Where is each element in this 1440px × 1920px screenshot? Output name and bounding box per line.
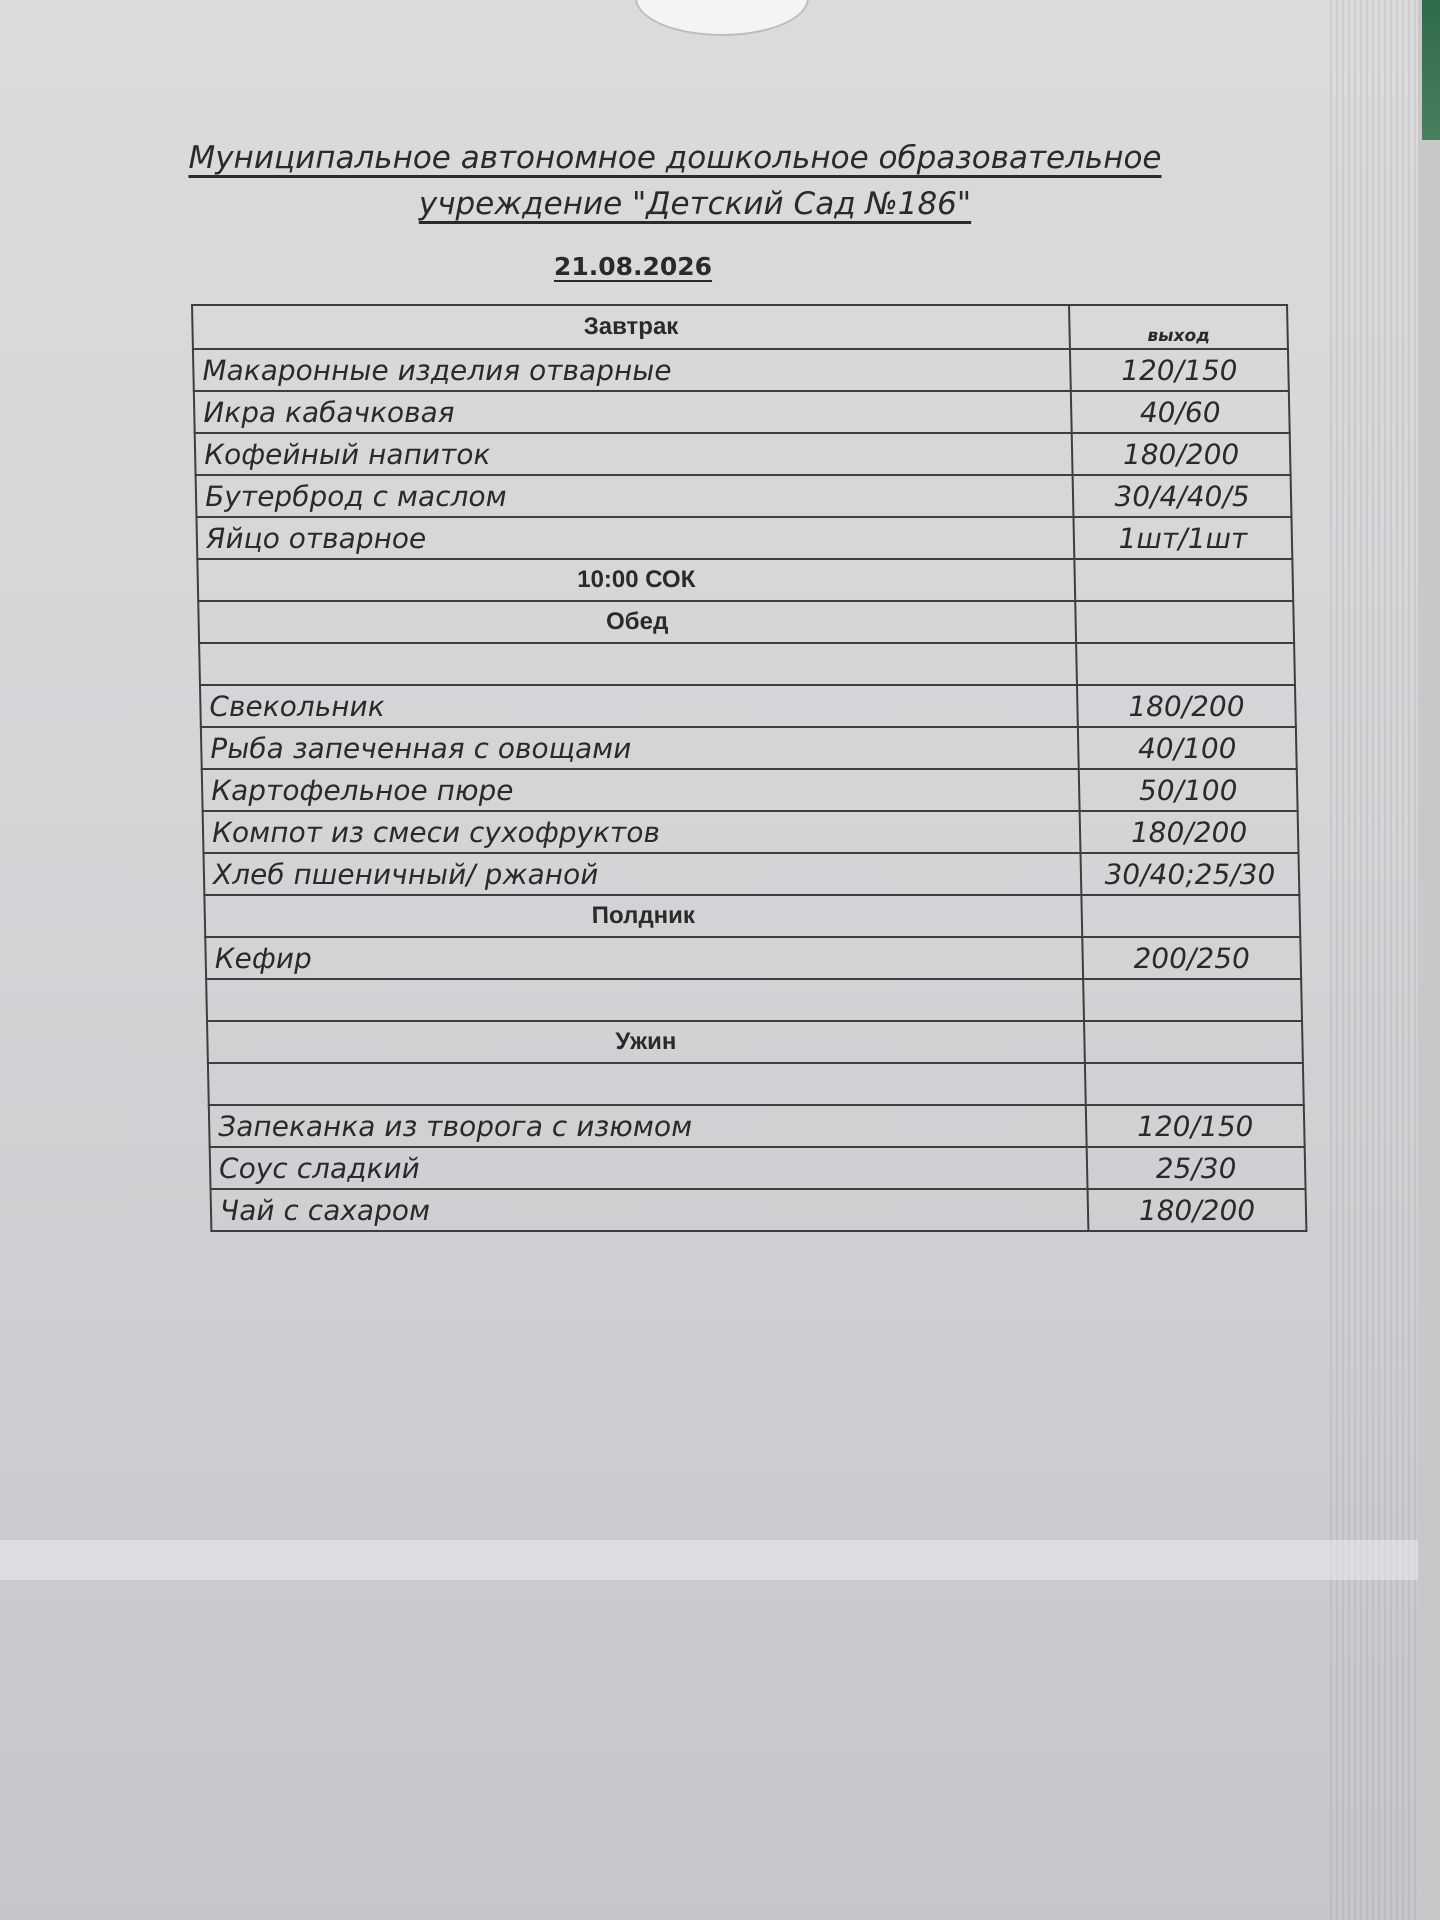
menu-item-row <box>205 937 1301 979</box>
dish-name: Чай с сахаром <box>211 1189 1089 1231</box>
portion-size: 180/200 <box>1080 811 1299 853</box>
menu-item-row <box>196 475 1292 517</box>
menu-blank-row <box>199 643 1295 685</box>
section-title: 10:00 СОК <box>197 559 1075 601</box>
dish-name: Хлеб пшеничный/ ржаной <box>203 853 1081 895</box>
dish-name <box>199 643 1077 685</box>
institution-title-line1: Муниципальное автономное дошкольное образовательное <box>188 140 1162 176</box>
dish-name: Яйцо отварное <box>196 517 1074 559</box>
menu-blank-row <box>206 979 1302 1021</box>
menu-item-row <box>209 1105 1305 1147</box>
dish-name: Икра кабачковая <box>194 391 1072 433</box>
punch-hole <box>635 0 809 36</box>
dish-name: Кофейный напиток <box>195 433 1073 475</box>
portion-size: 30/4/40/5 <box>1073 475 1292 517</box>
menu-section-row <box>198 601 1294 643</box>
dish-name: Картофельное пюре <box>202 769 1080 811</box>
menu-item-row <box>201 727 1297 769</box>
section-title: Обед <box>198 601 1076 643</box>
dish-name: Соус сладкий <box>210 1147 1088 1189</box>
dish-name: Запеканка из творога с изюмом <box>209 1105 1087 1147</box>
background-green-edge <box>1422 0 1440 140</box>
menu-item-row <box>195 433 1291 475</box>
menu-item-row <box>203 853 1299 895</box>
portion-size <box>1084 1021 1303 1063</box>
institution-title-line2: учреждение "Детский Сад №186" <box>418 186 972 222</box>
dish-name: Компот из смеси сухофруктов <box>203 811 1081 853</box>
portion-size <box>1083 979 1302 1021</box>
menu-section-row <box>204 895 1300 937</box>
menu-item-row <box>202 769 1298 811</box>
section-title: Полдник <box>204 895 1082 937</box>
portion-size: 25/30 <box>1087 1147 1306 1189</box>
menu-blank-row <box>208 1063 1304 1105</box>
portion-size: 50/100 <box>1079 769 1298 811</box>
menu-item-row <box>211 1189 1307 1231</box>
section-title: Ужин <box>207 1021 1085 1063</box>
menu-date: 21.08.2026 <box>553 252 713 281</box>
menu-table-body <box>192 305 1306 1231</box>
portion-size: 180/200 <box>1072 433 1291 475</box>
dish-name: Рыба запеченная с овощами <box>201 727 1079 769</box>
dish-name: Макаронные изделия отварные <box>193 349 1071 391</box>
dish-name <box>206 979 1084 1021</box>
menu-item-row <box>203 811 1299 853</box>
portion-size: 120/150 <box>1086 1105 1305 1147</box>
menu-item-row <box>194 391 1290 433</box>
dish-name: Свекольник <box>200 685 1078 727</box>
menu-item-row <box>193 349 1289 391</box>
paper-edge-shadow <box>1330 0 1420 1920</box>
portion-size: 120/150 <box>1070 349 1289 391</box>
dish-name <box>208 1063 1086 1105</box>
menu-item-row <box>196 517 1292 559</box>
portion-size: 30/40;25/30 <box>1080 853 1299 895</box>
portion-size: 1шт/1шт <box>1073 517 1292 559</box>
menu-section-row <box>192 305 1288 349</box>
portion-size <box>1075 601 1294 643</box>
light-reflection-band <box>0 1540 1418 1580</box>
menu-item-row <box>210 1147 1306 1189</box>
menu-table <box>191 304 1307 1232</box>
portion-size <box>1074 559 1293 601</box>
menu-section-row <box>207 1021 1303 1063</box>
portion-size: 40/100 <box>1078 727 1297 769</box>
section-title: Завтрак <box>192 305 1070 349</box>
dish-name: Бутерброд с маслом <box>196 475 1074 517</box>
portion-size: 180/200 <box>1077 685 1296 727</box>
menu-section-row <box>197 559 1293 601</box>
portion-size: 180/200 <box>1088 1189 1307 1231</box>
portion-size <box>1081 895 1300 937</box>
menu-item-row <box>200 685 1296 727</box>
portion-size <box>1076 643 1295 685</box>
dish-name: Кефир <box>205 937 1083 979</box>
portion-size: 40/60 <box>1071 391 1290 433</box>
portion-size <box>1085 1063 1304 1105</box>
portion-column-header: выход <box>1069 305 1288 349</box>
portion-size: 200/250 <box>1082 937 1301 979</box>
